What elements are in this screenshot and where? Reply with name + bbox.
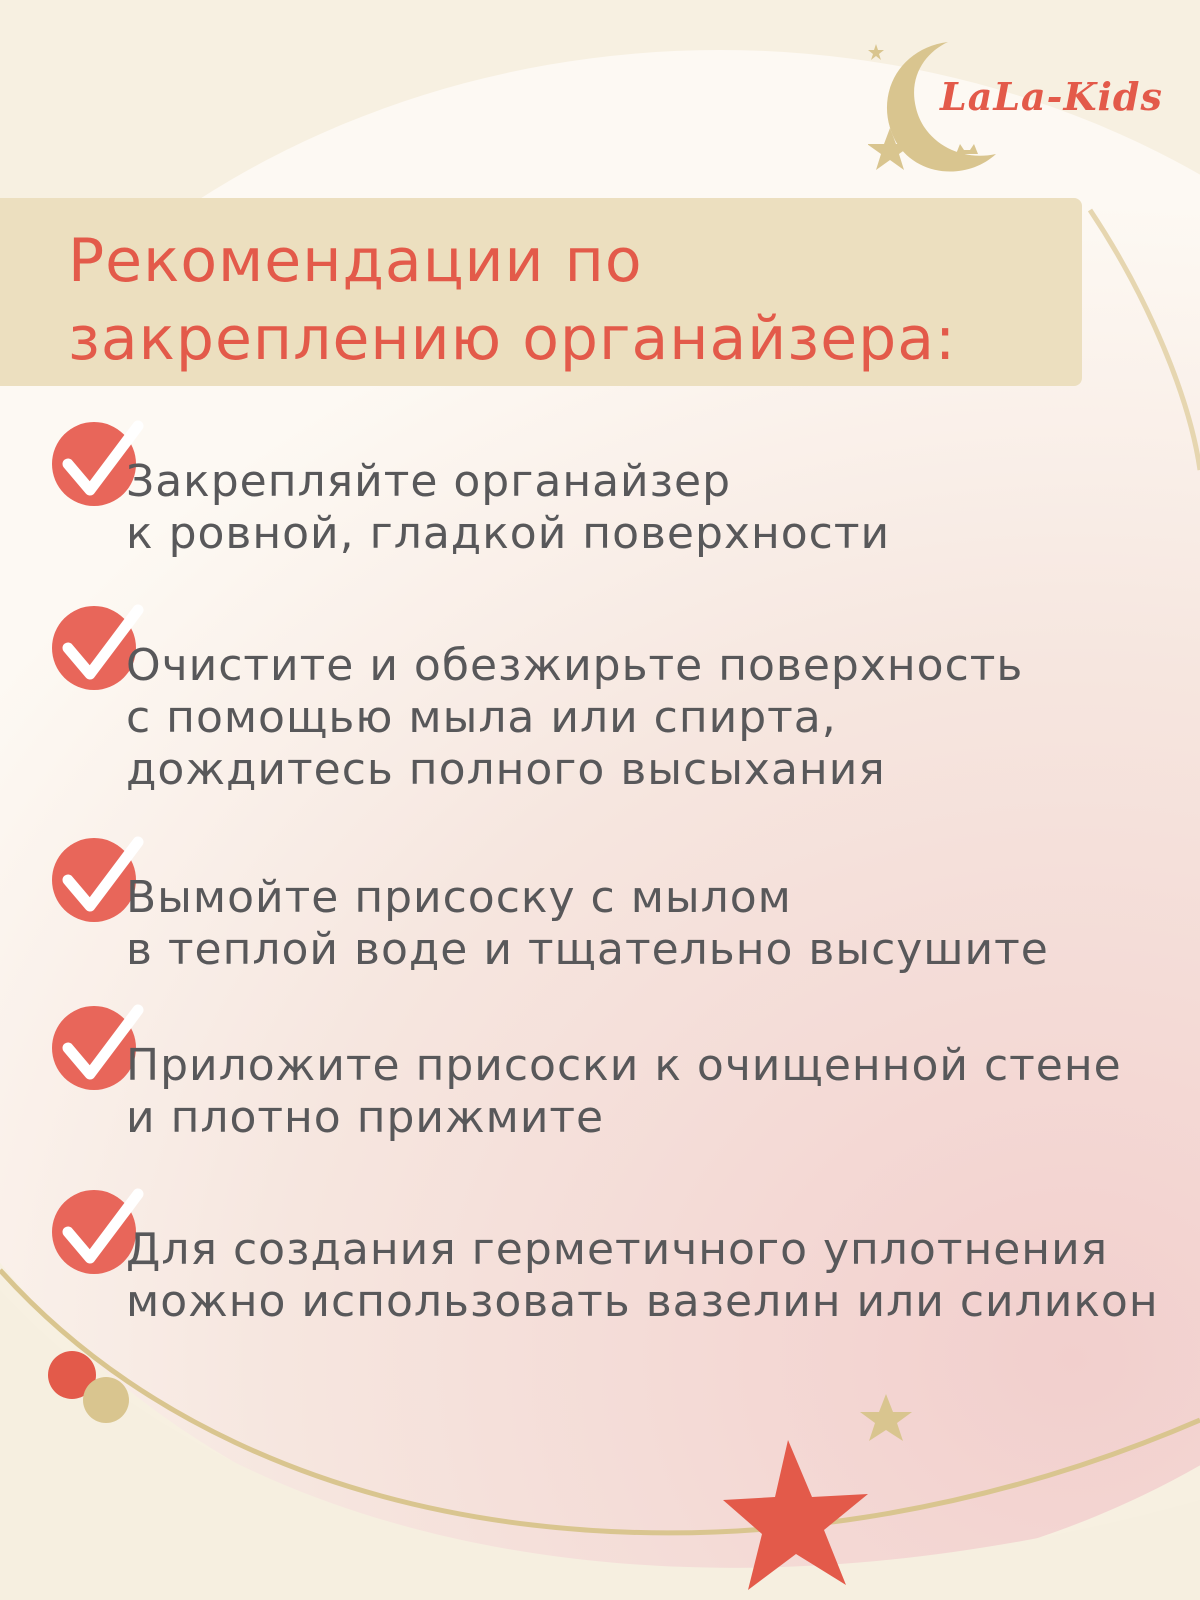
item-text: Для создания герметичного уплотнения можно использовать вазелин или силикон — [126, 1224, 1159, 1327]
cat-icon — [956, 144, 978, 154]
logo-text: LaLa-Kids — [940, 74, 1163, 119]
item-text: Очистите и обезжирьте поверхность с помощью мыла или спирта, дождитесь полного высыхания — [126, 640, 1024, 795]
item-text: Закрепляйте органайзер к ровной, гладкой поверхности — [126, 456, 891, 559]
item-text: Вымойте присоску с мылом в теплой воде и тщательно высушите — [126, 872, 1049, 975]
small-star-icon — [868, 44, 884, 60]
item-text: Приложите присоски к очищенной стене и плотно прижмите — [126, 1040, 1122, 1143]
page-title: Рекомендации по закреплению органайзера: — [68, 226, 957, 374]
